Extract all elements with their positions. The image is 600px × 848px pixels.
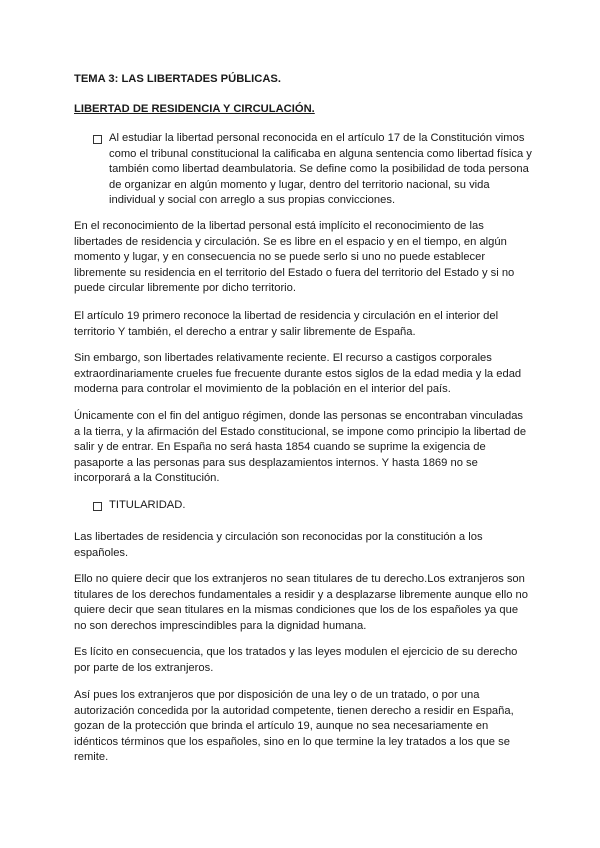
paragraph: Ello no quiere decir que los extranjeros no sean titulares de tu derecho.Los extranjeros son titulares de los derechos fundamentales a residir y a desplazarse libremente aunque ello no quiere decir que sean titulares en la mismas condiciones que los de los españoles ya que no son derechos imprescindibles para la dignidad humana. [74,573,528,632]
checkbox-bullet-icon [93,502,102,511]
document-title: TEMA 3: LAS LIBERTADES PÚBLICAS. [74,73,281,85]
paragraph: Las libertades de residencia y circulación son reconocidas por la constitución a los españoles. [74,531,483,559]
paragraph: El artículo 19 primero reconoce la libertad de residencia y circulación en el interior del territorio Y también, el derecho a entrar y salir libremente de España. [74,310,499,338]
paragraph: Así pues los extranjeros que por disposición de una ley o de un tratado, o por una autorización concedida por la autoridad competente, tienen derecho a residir en España, gozan de la protección que brinda el artículo 19, aunque no sea necesariamente en idénticos términos que los españoles, sino en lo que termine la ley tratados a los que se remite. [74,689,514,764]
paragraph: Únicamente con el fin del antiguo régimen, donde las personas se encontraban vinculadas a la tierra, y la afirmación del Estado constitucional, se impone como principio la libertad de salir y de entrar. En España no será hasta 1854 cuando se suprime la exigencia de pasaporte a las personas para sus desplazamientos internos. Y hasta 1869 no se incorporará a la Constitución. [74,410,527,485]
paragraph: En el reconocimiento de la libertad personal está implícito el reconocimiento de las libertades de residencia y circulación. Se es libre en el espacio y en el tiempo, en algún momento y lugar, y en consecuencia no se puede serlo si uno no puede establecer libremente su residencia en el territorio del Estado o fuera del territorio del Estado y si no puede circular libremente por dicho territorio. [74,220,515,295]
checkbox-bullet-icon [93,135,102,144]
bullet-paragraph: Al estudiar la libertad personal reconocida en el artículo 17 de la Constitución vimos como el tribunal constitucional la calificaba en alguna sentencia como libertad física y también como libertad deambulatoria. Se define como la posibilidad de toda persona de organizar en algún momento y lugar, dentro del territorio nacional, su vida individual y social con arreglo a sus propias convicciones. [109,132,532,207]
section-heading: TITULARIDAD. [109,499,186,511]
section-heading: LIBERTAD DE RESIDENCIA Y CIRCULACIÓN. [74,103,315,115]
paragraph: Sin embargo, son libertades relativamente reciente. El recurso a castigos corporales extraordinariamente crueles fue frecuente durante estos siglos de la edad media y la edad moderna para controlar el movimiento de la población en el interior del país. [74,352,522,396]
paragraph: Es lícito en consecuencia, que los tratados y las leyes modulen el ejercicio de su derecho por parte de los extranjeros. [74,646,518,674]
